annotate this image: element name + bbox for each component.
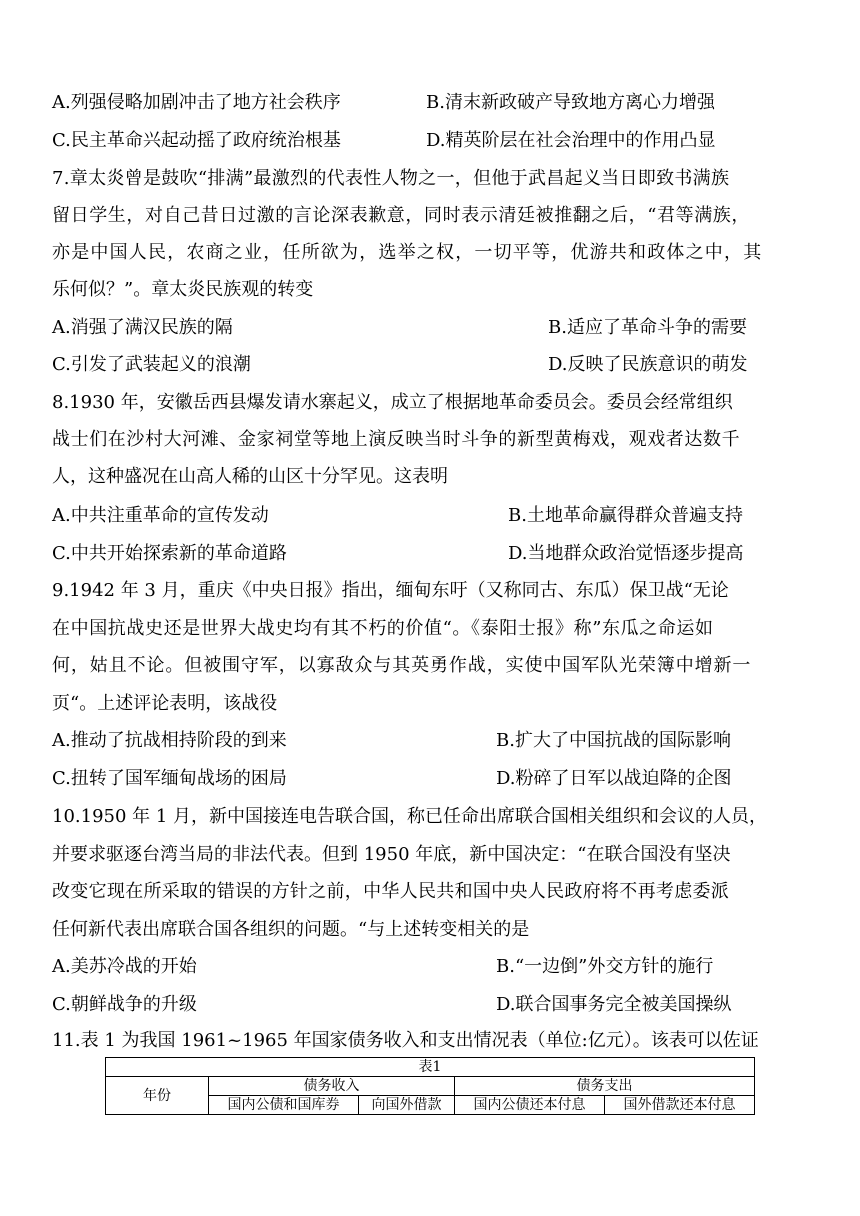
- q9-stem-line: 9.1942 年 3 月，重庆《中央日报》指出，缅甸东吁（又称同古、东瓜）保卫战“无论: [52, 580, 729, 601]
- table-subheader: 国内公债和国库券: [209, 1096, 359, 1115]
- table-caption: 表1: [106, 1058, 755, 1077]
- q9-option-b[interactable]: B.扩大了中国抗战的国际影响: [496, 730, 731, 751]
- q8-option-c[interactable]: C.中共开始探索新的革命道路: [52, 543, 287, 564]
- q9-stem-line: 何，姑且不论。但被围守军，以寡敌众与其英勇作战，实使中国军队光荣簿中增新一: [52, 655, 752, 676]
- q7-stem-line: 亦是中国人民，农商之业，任所欲为，选举之权，一切平等，优游共和政体之中，其: [52, 242, 763, 263]
- q10-option-c[interactable]: C.朝鲜战争的升级: [52, 994, 197, 1015]
- q9-stem-line: 在中国抗战史还是世界大战史均有其不朽的价值“。《泰阳士报》称”东瓜之命运如: [52, 618, 714, 639]
- table-subheader: 国内公债还本付息: [455, 1096, 605, 1115]
- table-subheader: 向国外借款: [358, 1096, 454, 1115]
- q11-stem-line: 11.表 1 为我国 1961~1965 年国家债务收入和支出情况表（单位:亿元）。该表可以佐证: [52, 1030, 759, 1051]
- q7-stem-line: 乐何似？”。章太炎民族观的转变: [52, 279, 314, 300]
- q10-stem-line: 改变它现在所采取的错误的方针之前，中华人民共和国中央人民政府将不再考虑委派: [52, 881, 730, 902]
- q8-stem-line: 8.1930 年，安徽岳西县爆发请水寨起义，成立了根据地革命委员会。委员会经常组织: [52, 392, 733, 413]
- table-year-header: 年份: [106, 1077, 209, 1115]
- q8-option-d[interactable]: D.当地群众政治觉悟逐步提高: [508, 543, 744, 564]
- q6-option-d[interactable]: D.精英阶层在社会治理中的作用凸显: [426, 130, 716, 151]
- q6-option-a[interactable]: A.列强侵略加剧冲击了地方社会秩序: [52, 92, 341, 113]
- table-1: [105, 1057, 755, 1115]
- q9-stem-line: 页“。上述评论表明，该战役: [52, 693, 278, 714]
- table-income-header: 债务收入: [209, 1077, 455, 1096]
- table-expense-header: 债务支出: [455, 1077, 755, 1096]
- q8-stem-line: 人，这种盛况在山高人稀的山区十分罕见。这表明: [52, 466, 448, 487]
- q8-stem-line: 战士们在沙村大河滩、金家祠堂等地上演反映当时斗争的新型黄梅戏，观戏者达数千: [52, 429, 741, 450]
- q7-stem-line: 7.章太炎曾是鼓吹“排满”最激烈的代表性人物之一，但他于武昌起义当日即致书满族: [52, 168, 730, 189]
- q7-option-c[interactable]: C.引发了武装起义的浪潮: [52, 354, 251, 375]
- q9-option-d[interactable]: D.粉碎了日军以战迫降的企图: [496, 768, 732, 789]
- q9-option-c[interactable]: C.扭转了国军缅甸战场的困局: [52, 768, 287, 789]
- q10-option-b[interactable]: B.“一边倒”外交方针的施行: [496, 956, 714, 977]
- q6-option-b[interactable]: B.清末新政破产导致地方离心力增强: [426, 92, 715, 113]
- q7-option-a[interactable]: A.消强了满汉民族的隔: [52, 317, 233, 338]
- q10-option-a[interactable]: A.美苏冷战的开始: [52, 956, 197, 977]
- q10-stem-line: 任何新代表出席联合国各组织的问题。“与上述转变相关的是: [52, 919, 530, 940]
- q10-option-d[interactable]: D.联合国事务完全被美国操纵: [496, 994, 732, 1015]
- table-subheader: 国外借款还本付息: [605, 1096, 755, 1115]
- q10-stem-line: 10.1950 年 1 月，新中国接连电告联合国，称已任命出席联合国相关组织和会议的人员，: [52, 806, 768, 827]
- q10-stem-line: 并要求驱逐台湾当局的非法代表。但到 1950 年底，新中国决定：“在联合国没有坚决: [52, 844, 731, 865]
- q7-option-d[interactable]: D.反映了民族意识的萌发: [548, 354, 748, 375]
- q8-option-b[interactable]: B.土地革命赢得群众普遍支持: [508, 505, 743, 526]
- q7-option-b[interactable]: B.适应了革命斗争的需要: [548, 317, 747, 338]
- q6-option-c[interactable]: C.民主革命兴起动摇了政府统治根基: [52, 130, 341, 151]
- q8-option-a[interactable]: A.中共注重革命的宣传发动: [52, 505, 269, 526]
- q7-stem-line: 留日学生，对自己昔日过激的言论深表歉意，同时表示清廷被推翻之后，“君等满族，: [52, 205, 750, 226]
- q9-option-a[interactable]: A.推动了抗战相持阶段的到来: [52, 730, 287, 751]
